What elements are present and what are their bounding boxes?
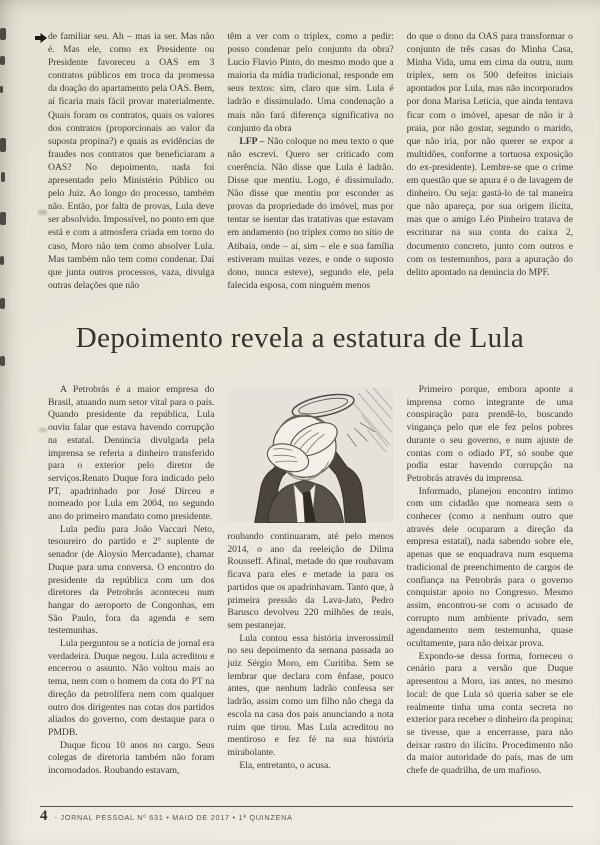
scan-smudge bbox=[38, 210, 47, 215]
lula-caricature-illustration bbox=[227, 384, 393, 526]
body-paragraph: Expondo-se dessa forma, forneceu o cenário para a versão que Duque apresentou a Moro, ias antes, no mesmo local: de que Lula só queria saber se ele realmente tinha uma conta secreta no exterior para receber o dinheiro da propina; se tivesse, que a encerrasse, para não deixar rastro do ilícito. Procedimento não da maior autoridade do país, mas de um chefe de quadrilha, de um mafioso. bbox=[406, 650, 573, 777]
article-column-3 bbox=[407, 384, 573, 804]
body-paragraph: de familiar seu. Ah – mas ia ser. Mas não é. Mas ele, como ex Presidente ou Presidente favoreceu a OAS em 3 contratos públicos em troca da promessa da doação do apartamento pela OAS. Bem, aí ficaria mais fácil provar materialmente. Quais foram os contratos, quais os valores dos contratos (proporcionais ao valor da suposta propina?) e quais as evidências de fraudes nos contratos que beneficiaram a OAS? No depoimento, nada foi apresentado pelo Ministério Público ou pelo Juiz. Ao longo do processo, também não. Então, por falta de provas, Lula deve ser absolvido. Impossível, no ponto em que está e com a atmosfera criada em torno do caso, Moro não tem como absolver Lula. Mas também não tem como condenar. Daí que junta outros processos, vaza, divulga outras delações que não bbox=[48, 31, 215, 291]
scan-smudge bbox=[0, 86, 3, 93]
scan-smudge bbox=[0, 28, 6, 40]
body-paragraph: do que o dono da OAS para transformar o conjunto de três casas do Minha Casa, Minha Vida, uma em cima da outra, num triplex, sem os 500 defeitos iniciais apontados por Lula, mas não incorporados por dona Marisa Letícia, que ainda tentava ficar com o imóvel, apesar de não ir à praia, por não gostar, segundo o marido, que não iria, por não querer se expor a multidões, conforme a tortuosa exposição do ex-presidente). Lembre-se que o crime em questão que se apura é o de lavagem de dinheiro. Ou seja: gastá-lo de tal maneira que não apareça, por sua origem ilícita, mas que o amigo Léo Pinheiro tratava de escriturar na sua conta do caixa 2, documento concreto, junto com outros e com os testemunhos, para a apuração do delito apontado na denúncia do MPF. bbox=[406, 31, 573, 278]
scan-smudge bbox=[0, 256, 4, 265]
body-paragraph: têm a ver com o tríplex, como a pedir: posso condenar pelo conjunto da obra? Lucio Flavio Pinto, do mesmo modo que a maioria da mídia tradicional, responde em seus textos: sim, claro que sim. Lula é ladrão e dissimulado. Uma condenação a mais não fará diferença significativa no conjunto da obra bbox=[227, 31, 394, 134]
top-column-3 bbox=[407, 30, 573, 327]
article-column-1 bbox=[48, 384, 214, 804]
scan-smudge bbox=[1, 172, 5, 182]
scan-smudge bbox=[0, 138, 6, 152]
body-paragraph: Ela, entretanto, o acusa. bbox=[239, 759, 331, 771]
body-paragraph: Primeiro porque, embora aponte a imprensa como integrante de uma conspiração para prendê-lo, buscando vingança pelo que ele fez pelos pobres durante o seu governo, e num ajuste de contas com o odiado PT, só soube que podia estar havendo corrupção na Petrobrás através da imprensa. bbox=[406, 384, 573, 484]
body-paragraph: Duque ficou 10 anos no cargo. Seus colegas de diretoria também não foram incomodados. Roubando estavam, bbox=[48, 739, 215, 777]
speaker-label: LFP – bbox=[239, 135, 268, 147]
body-paragraph: A Petrobrás é a maior empresa do Brasil, atuando num setor vital para o país. Quando presidente da república, Lula ouviu falar que estava havendo corrupção na estatal. Denúncia divulgada pela imprensa se referia a dinheiro transferido para o exterior pelo diretor de serviços.Renato Duque fora indicado pelo PT, apadrinhado por José Dirceu e nomeado por Lula em 2004, no segundo ano do primeiro mandato como presidente. bbox=[48, 384, 215, 523]
paragraph-text: Não coloque no meu texto o que não escrevi. Quero ser criticado com coerência. Não disse que Lula é ladrão. Disse que mentiu. Logo, é dissimulado. Não disse que mentiu por esconder as provas da propriedade do imóvel, mas por tentar se isentar das tratativas que estavam em andamento (no triplex como no sítio de Atibaia, onde – aí, sim – ele e sua família estiveram muitas vezes, e onde o suposto dono, nunca esteve), segundo ele, pela falecida esposa, com ninguém menos bbox=[227, 135, 394, 291]
top-column-2 bbox=[227, 30, 393, 327]
page-number: 4 bbox=[40, 808, 48, 824]
body-paragraph bbox=[227, 135, 393, 292]
body-paragraph: Informado, planejou encontro íntimo com um cidadão que nomeara sem o conhecer (como a nenhum outro que através dele ocuparam a direção da empresa estatal), nada sabendo sobre ele, apenas que se enquadrava num esquema tradicional de preenchimento de cargos de confiança na Petrobrás para o governo conquistar apoio no Congresso. Mesmo assim, encontrou-se com o acusado de corrupto num ambiente privado, sem agendamento nem testemunha, quase ocultamente, para não deixar prova. bbox=[406, 485, 573, 650]
body-paragraph: Lula perguntou se a notícia de jornal era verdadeira. Duque negou. Lula acreditou e encerrou o assunto. Não voltou mais ao tema, nem com o homem da cota do PT na direção da petrolífera nem com qualquer outro dos dirigentes nas cotas dos partidos aliados do governo, com destaque para o PMDB. bbox=[48, 638, 215, 738]
scan-smudge bbox=[0, 356, 5, 366]
body-paragraph: roubando continuaram, até pelo menos 2014, o ano da reeleição de Dilma Rousseff. Afinal, metade do que roubavam ficava para eles e metade ia para os partidos que os apadrinhavam. Tanto que, à primeira pressão da Lava-Jato, Pedro Barusco devolveu 220 milhões de reais, sem pestanejar. bbox=[227, 531, 394, 631]
top-section bbox=[48, 30, 573, 327]
article-column-2 bbox=[227, 384, 393, 804]
body-paragraph: Lula contou essa história inverossímil no seu depoimento da semana passada ao juiz Sérgio Moro, em Curitiba. Sem se lembrar que declara com ênfase, pouco antes, que nenhum ladrão confessa ser ladrão, assim como um filho não chega da escola na casa dos pais anunciando a nota ruim que tirou. Mas Lula acreditou no mentiroso e fez fé na sua história mirabolante. bbox=[227, 632, 394, 758]
article-headline: Depoimento revela a estatura de Lula bbox=[75, 322, 525, 354]
body-paragraph: Lula pediu para João Vaccari Neto, tesoureiro do partido e 2º suplente de senador (de Aloysio Mercadante), chamar Duque para uma conversa. O encontro do presidente da república com um dos diretores da Petrobrás aconteceu num hangar do aeroporto de Congonhas, em São Paulo, fora da agenda e sem testemunhas. bbox=[48, 523, 215, 637]
footer-caption: - JORNAL PESSOAL Nº 631 • MAIO DE 2017 • 1ª QUINZENA bbox=[54, 813, 293, 822]
scan-smudge bbox=[0, 298, 5, 309]
page-footer bbox=[40, 806, 573, 824]
scan-smudge bbox=[0, 56, 5, 65]
article-body bbox=[48, 384, 573, 804]
scan-smudge bbox=[0, 212, 6, 225]
top-column-1 bbox=[48, 30, 214, 327]
scan-smudge bbox=[39, 428, 47, 432]
arrow-right-icon bbox=[34, 32, 48, 44]
